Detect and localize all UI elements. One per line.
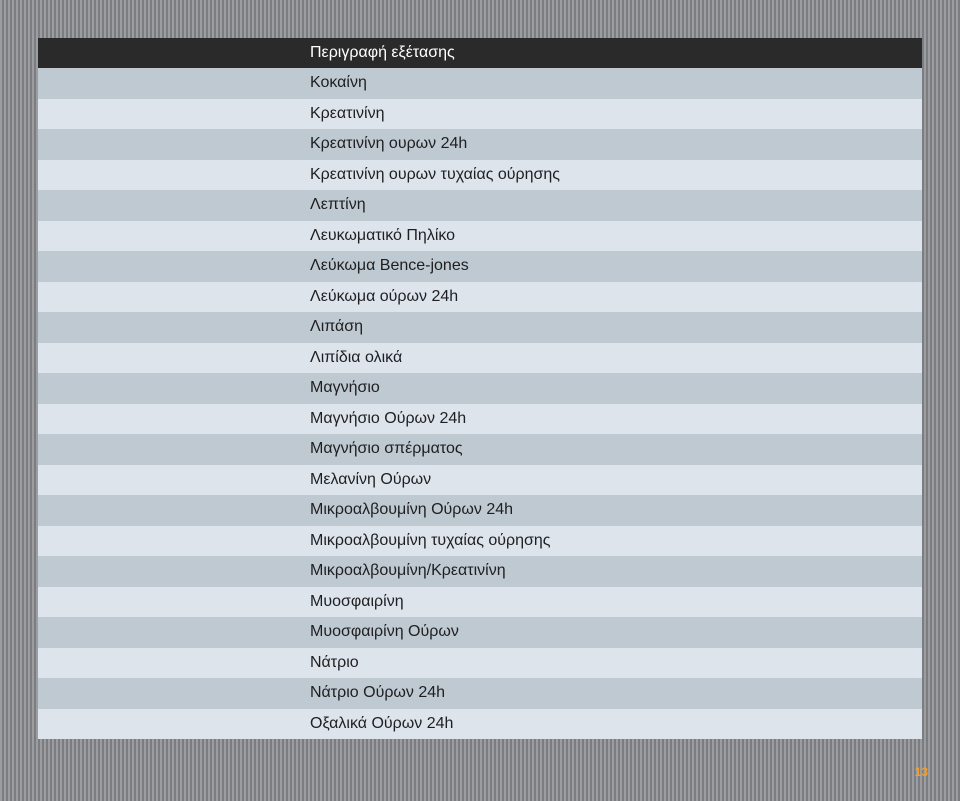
page-number: 13 (914, 765, 928, 779)
table-row (38, 343, 922, 374)
table-row (38, 373, 922, 404)
table-row (38, 99, 922, 130)
test-name: Νάτριο Ούρων 24h (310, 684, 446, 702)
test-name: Μικροαλβουμίνη Ούρων 24h (310, 501, 514, 519)
table-row (38, 709, 922, 740)
test-name: Λεύκωμα Bence-jones (310, 257, 469, 275)
test-name: Λεπτίνη (310, 196, 366, 214)
table-row (38, 434, 922, 465)
test-name: Κρεατινίνη ουρων 24h (310, 135, 468, 153)
table-row (38, 160, 922, 191)
test-name: Μαγνήσιο σπέρματος (310, 440, 463, 458)
table-row (38, 495, 922, 526)
table-row (38, 556, 922, 587)
table-row (38, 617, 922, 648)
table-row (38, 648, 922, 679)
test-name: Μαγνήσιο Ούρων 24h (310, 409, 467, 427)
test-name: Μελανίνη Ούρων (310, 470, 432, 488)
test-name: Κρεατινίνη ουρων τυχαίας ούρησης (310, 165, 560, 183)
table-header-label: Περιγραφή εξέτασης (310, 44, 455, 61)
test-name: Μυοσφαιρίνη (310, 592, 404, 610)
test-description-table (38, 38, 922, 740)
test-name: Λιπίδια ολικά (310, 348, 403, 366)
test-name: Νάτριο (310, 653, 359, 671)
table-row (38, 465, 922, 496)
table-row (38, 251, 922, 282)
test-name: Μαγνήσιο (310, 379, 380, 397)
test-name: Οξαλικά Ούρων 24h (310, 714, 454, 732)
table-row (38, 404, 922, 435)
table-row (38, 678, 922, 709)
test-name: Μυοσφαιρίνη Ούρων (310, 623, 459, 641)
table-header-row (38, 38, 922, 68)
test-name: Λεύκωμα ούρων 24h (310, 287, 459, 305)
table-row (38, 68, 922, 99)
table-row (38, 190, 922, 221)
table-row (38, 526, 922, 557)
test-name: Κοκαίνη (310, 74, 367, 92)
test-name: Μικροαλβουμίνη τυχαίας ούρησης (310, 531, 551, 549)
table-row (38, 129, 922, 160)
table-row (38, 587, 922, 618)
table-body (38, 68, 922, 740)
test-name: Λιπάση (310, 318, 364, 336)
table-row (38, 221, 922, 252)
table-row (38, 282, 922, 313)
test-name: Μικροαλβουμίνη/Κρεατινίνη (310, 562, 506, 580)
test-name: Λευκωματικό Πηλίκο (310, 226, 456, 244)
table-row (38, 312, 922, 343)
test-name: Κρεατινίνη (310, 104, 385, 122)
